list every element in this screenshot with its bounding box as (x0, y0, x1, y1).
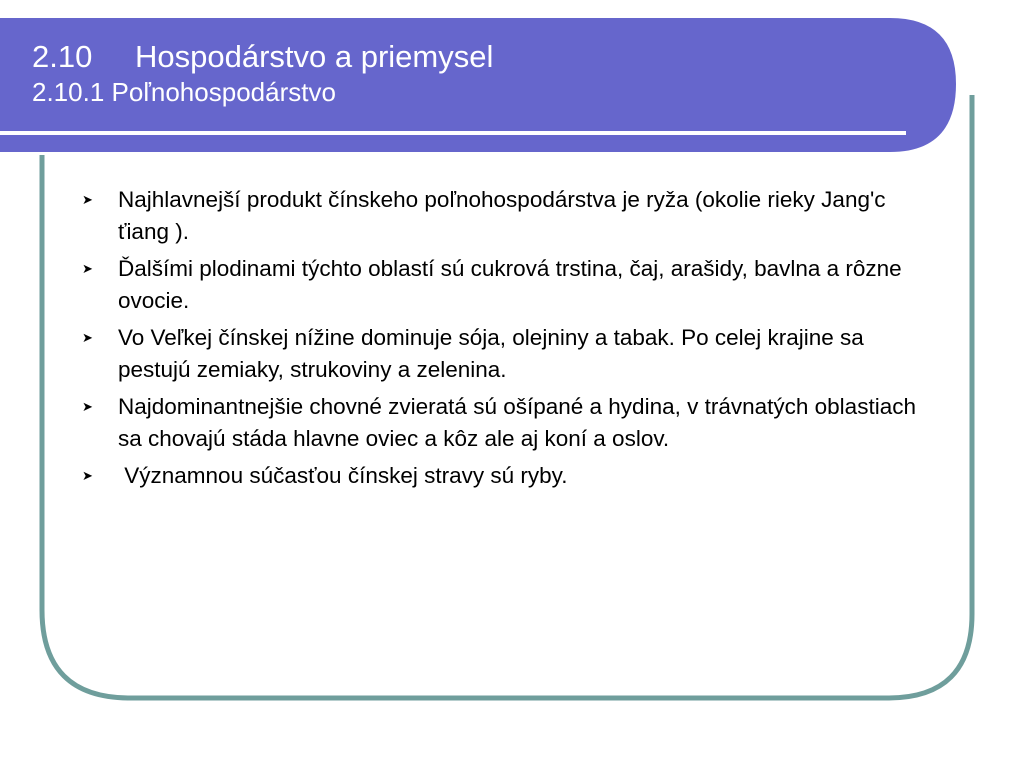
slide-subtitle: 2.10.1 Poľnohospodárstvo (32, 77, 336, 107)
arrowhead-bullet-icon: ➤ (82, 261, 93, 276)
title-number: 2.10 (32, 39, 93, 74)
bullet-item (82, 391, 942, 455)
bullet-text: Významnou súčasťou čínskej stravy sú ryby. (118, 463, 568, 488)
bullet-text: Najdominantnejšie chovné zvieratá sú ošípané a hydina, v trávnatých oblastiach sa chovajú stáda hlavne oviec a kôz ale aj koní a oslov. (118, 394, 929, 451)
title-block (32, 38, 493, 108)
bullet-list (82, 184, 942, 497)
bullet-text: Najhlavnejší produkt čínskeho poľnohospodárstva je ryža (okolie rieky Jang'c ťiang ). (118, 187, 892, 244)
bullet-item (82, 253, 942, 317)
slide-title (32, 38, 493, 76)
bullet-text: Ďalšími plodinami týchto oblastí sú cukrová trstina, čaj, arašidy, bavlna a rôzne ovocie. (118, 256, 908, 313)
arrowhead-bullet-icon: ➤ (82, 330, 93, 345)
title-text: Hospodárstvo a priemysel (135, 39, 494, 74)
arrowhead-bullet-icon: ➤ (82, 399, 93, 414)
bullet-item (82, 322, 942, 386)
bullet-item (82, 184, 942, 248)
arrowhead-bullet-icon: ➤ (82, 468, 93, 483)
bullet-item (82, 460, 942, 492)
arrowhead-bullet-icon: ➤ (82, 192, 93, 207)
bullet-text: Vo Veľkej čínskej nížine dominuje sója, olejniny a tabak. Po celej krajine sa pestujú zemiaky, strukoviny a zelenina. (118, 325, 871, 382)
